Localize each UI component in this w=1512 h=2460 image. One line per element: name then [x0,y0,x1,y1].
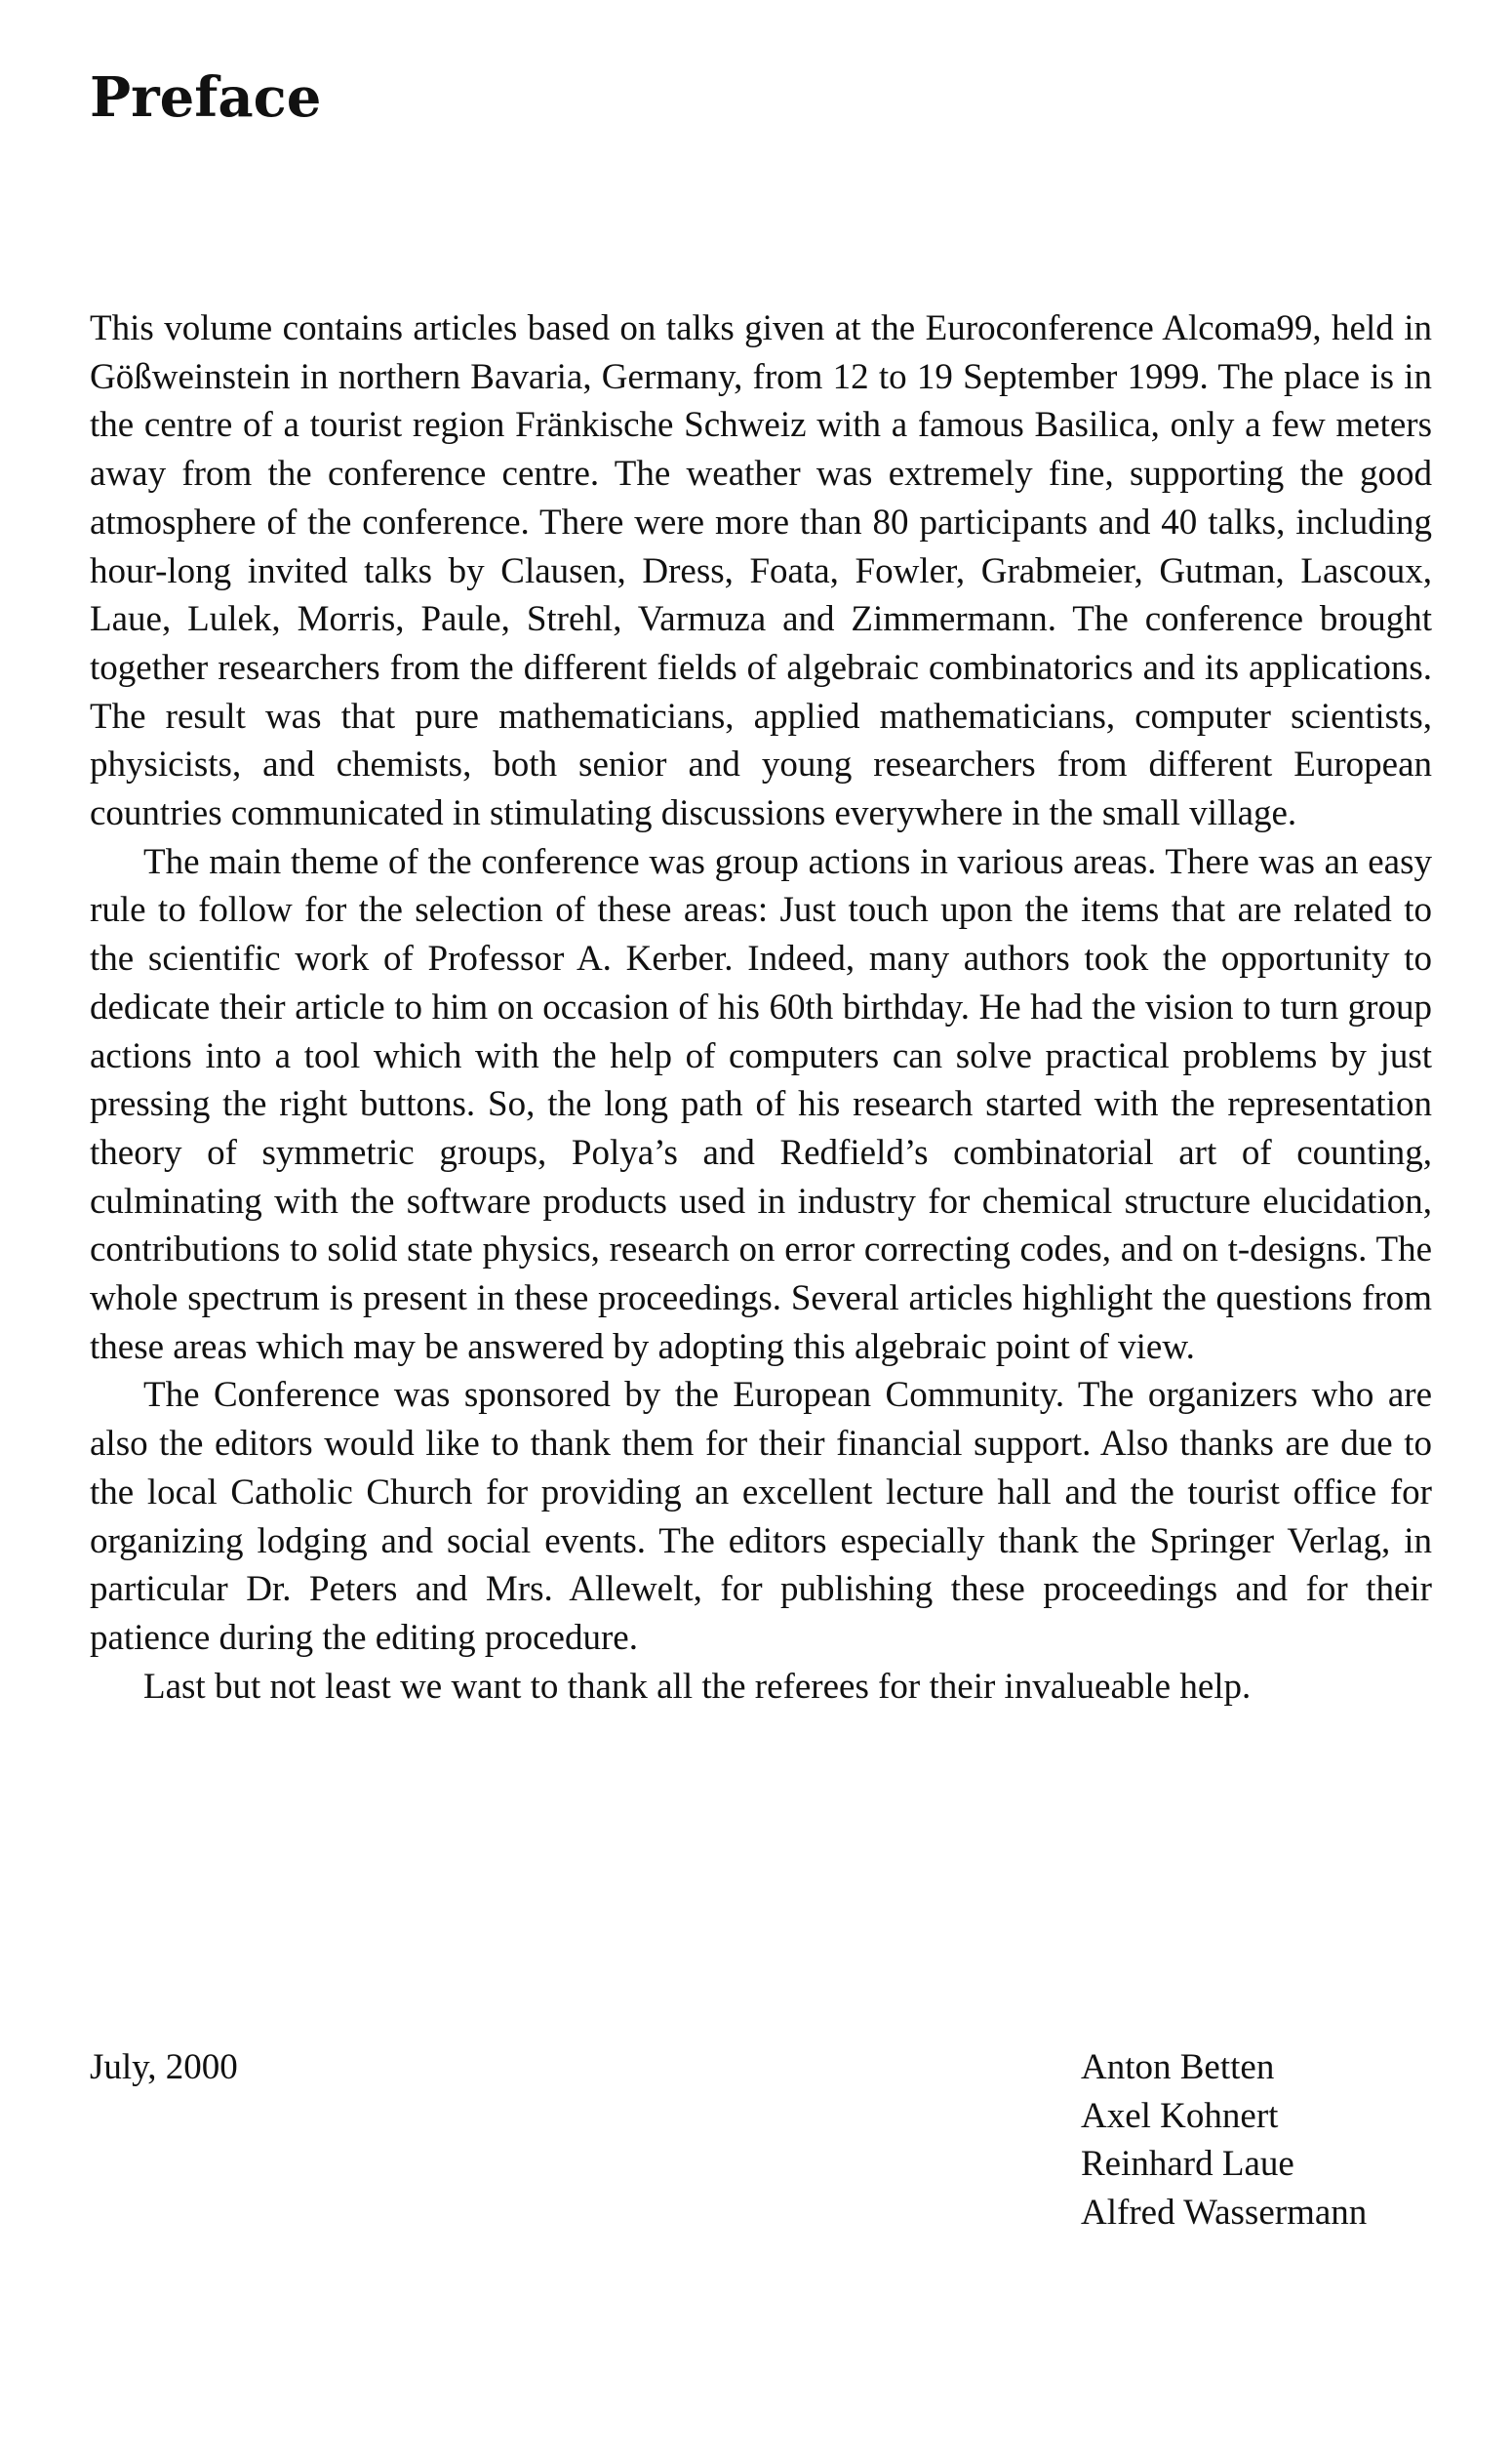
editor-name: Alfred Wassermann [1081,2193,1368,2234]
paragraph-referees: Last but not least we want to thank all the referees for their invalueable help. [143,1666,1252,1707]
paragraph-main-theme: The main theme of the conference was group actions in various areas. There was an easy rule to follow for the selection of these areas: Just touch upon the items that are related to the scientific work of Professor A. Kerber. Indeed, many authors took the opportunity to dedicate their article to him on occasion of his 60th birthday. He had the vision to turn group actions into a tool which with the help of computers can solve practical problems by just pressing the right buttons. So, the long path of his research started with the representation theory of symmetric groups, Polya’s and Redfield’s combinatorial art of counting, culminating with the software products used in industry for chemical structure elucidation, contributions to solid state physics, research on error correcting codes, and on t-designs. The whole spectrum is present in these proceedings. Several articles highlight the questions from these areas which may be answered by adopting this algebraic point of view. [90,841,1432,1367]
editors-list [1081,2043,1432,2238]
paragraph-introduction: This volume contains articles based on talks given at the Euroconference Alcoma99, held in Gößweinstein in northern Bavaria, Germany, from 12 to 19 September 1999. The place is in the centre of a tourist region Fränkische Schweiz with a famous Basilica, only a few meters away from the conference centre. The weather was extremely fine, supporting the good atmosphere of the conference. There were more than 80 participants and 40 talks, including hour-long invited talks by Clausen, Dress, Foata, Fowler, Grabmeier, Gutman, Lascoux, Laue, Lulek, Morris, Paule, Strehl, Varmuza and Zimmermann. The conference brought together researchers from the different fields of algebraic combinatorics and its applications. The result was that pure mathematicians, applied mathematicians, computer scientists, physicists, and chemists, both senior and young researchers from different European countries communicated in stimulating discussions everywhere in the small village. [90,308,1432,834]
page-title: Preface [90,65,322,130]
editor-name: Axel Kohnert [1081,2095,1279,2136]
paragraph-acknowledgements: The Conference was sponsored by the European Community. The organizers who are also the editors would like to thank them for their financial support. Also thanks are due to the local Catholic Church for providing an excellent lecture hall and the tourist office for organizing lodging and social events. The editors especially thank the Springer Verlag, in particular Dr. Peters and Mrs. Allewelt, for publishing these proceedings and for their patience during the editing procedure. [90,1375,1432,1658]
editor-name: Anton Betten [1081,2047,1275,2087]
preface-date: July, 2000 [90,2047,238,2087]
editor-name: Reinhard Laue [1081,2144,1294,2185]
preface-body [90,304,1432,1711]
